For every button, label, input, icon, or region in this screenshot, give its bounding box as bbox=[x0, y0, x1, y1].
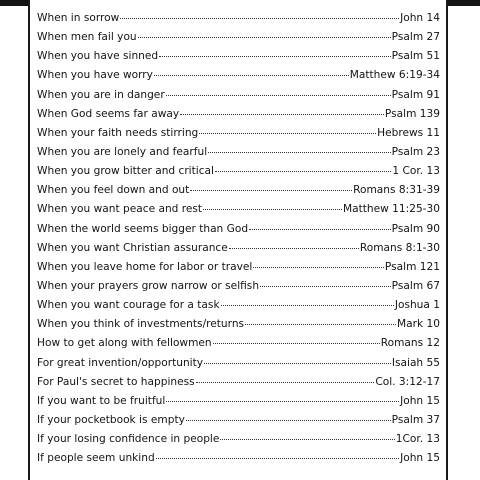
dot-leader bbox=[245, 323, 396, 325]
list-item bbox=[30, 220, 446, 239]
situation-text: For great invention/opportunity bbox=[37, 356, 204, 369]
dot-leader bbox=[138, 36, 391, 38]
scripture-reference: 1Cor. 13 bbox=[395, 433, 440, 446]
situation-text: For Paul's secret to happiness bbox=[37, 375, 195, 388]
situation-text: If your losing confidence in people bbox=[37, 433, 220, 446]
scripture-reference: 1 Cor. 13 bbox=[392, 165, 440, 178]
situation-text: If your pocketbook is empty bbox=[37, 413, 185, 426]
dot-leader bbox=[159, 55, 391, 57]
scripture-reference: John 14 bbox=[400, 12, 440, 24]
list-item bbox=[30, 86, 446, 105]
situation-text: If people seem unkind bbox=[37, 452, 155, 465]
dot-leader bbox=[154, 74, 349, 76]
list-item bbox=[30, 315, 446, 334]
scripture-reference: Psalm 37 bbox=[391, 413, 440, 426]
scripture-reference: Psalm 90 bbox=[391, 222, 440, 235]
verse-reference-card bbox=[28, 0, 448, 480]
scripture-reference: Matthew 11:25-30 bbox=[342, 203, 440, 216]
scripture-reference: Col. 3:12-17 bbox=[375, 375, 440, 388]
dot-leader bbox=[260, 285, 391, 287]
situation-text: When in sorrow bbox=[37, 12, 120, 24]
situation-text: When you want peace and rest bbox=[37, 203, 203, 216]
scripture-reference: John 15 bbox=[400, 394, 440, 407]
list-item bbox=[30, 105, 446, 124]
scripture-reference: Mark 10 bbox=[397, 318, 440, 331]
dot-leader bbox=[166, 94, 391, 96]
situation-text: When you grow bitter and critical bbox=[37, 165, 214, 178]
list-item bbox=[30, 354, 446, 373]
situation-text: When your prayers grow narrow or selfish bbox=[37, 279, 260, 292]
scripture-reference: Psalm 51 bbox=[391, 50, 440, 63]
dot-leader bbox=[180, 113, 384, 115]
list-item bbox=[30, 28, 446, 47]
verse-reference-list bbox=[30, 9, 446, 468]
dot-leader bbox=[253, 266, 384, 268]
dot-leader bbox=[249, 228, 391, 230]
situation-text: When your faith needs stirring bbox=[37, 126, 199, 139]
list-item bbox=[30, 143, 446, 162]
scripture-reference: Isaiah 55 bbox=[391, 356, 440, 369]
list-item bbox=[30, 9, 446, 28]
list-item bbox=[30, 392, 446, 411]
list-item bbox=[30, 430, 446, 449]
dot-leader bbox=[213, 342, 380, 344]
list-item bbox=[30, 411, 446, 430]
list-item bbox=[30, 239, 446, 258]
list-item bbox=[30, 181, 446, 200]
situation-text: When the world seems bigger than God bbox=[37, 222, 249, 235]
dot-leader bbox=[229, 247, 359, 249]
list-item bbox=[30, 373, 446, 392]
scripture-reference: Psalm 23 bbox=[391, 145, 440, 158]
dot-leader bbox=[166, 400, 399, 402]
scripture-reference: Psalm 91 bbox=[391, 88, 440, 101]
list-item bbox=[30, 124, 446, 143]
situation-text: When you feel down and out bbox=[37, 184, 190, 197]
dot-leader bbox=[190, 189, 352, 191]
situation-text: How to get along with fellowmen bbox=[37, 337, 212, 350]
dot-leader bbox=[120, 17, 399, 19]
scripture-reference: Psalm 67 bbox=[391, 279, 440, 292]
list-item bbox=[30, 277, 446, 296]
list-item bbox=[30, 449, 446, 468]
situation-text: When God seems far away bbox=[37, 107, 180, 120]
scripture-reference: Psalm 121 bbox=[384, 260, 440, 273]
scripture-reference: Hebrews 11 bbox=[377, 126, 440, 139]
scripture-reference: Romans 8:31-39 bbox=[353, 184, 440, 197]
list-item bbox=[30, 200, 446, 219]
scripture-reference: Joshua 1 bbox=[394, 299, 440, 312]
scripture-reference: Romans 12 bbox=[380, 337, 440, 350]
list-item bbox=[30, 296, 446, 315]
dot-leader bbox=[221, 304, 394, 306]
situation-text: When you have worry bbox=[37, 69, 153, 82]
dot-leader bbox=[199, 132, 376, 134]
list-item bbox=[30, 47, 446, 66]
list-item bbox=[30, 258, 446, 277]
dot-leader bbox=[208, 151, 391, 153]
scripture-reference: John 15 bbox=[400, 452, 440, 465]
dot-leader bbox=[186, 419, 391, 421]
situation-text: When men fail you bbox=[37, 31, 137, 44]
list-item bbox=[30, 334, 446, 353]
scripture-reference: Psalm 27 bbox=[391, 31, 440, 44]
situation-text: When you have sinned bbox=[37, 50, 159, 63]
situation-text: When you leave home for labor or travel bbox=[37, 260, 253, 273]
scripture-reference: Matthew 6:19-34 bbox=[349, 69, 440, 82]
dot-leader bbox=[215, 170, 391, 172]
dot-leader bbox=[156, 457, 399, 459]
dot-leader bbox=[203, 208, 342, 210]
list-item bbox=[30, 162, 446, 181]
dot-leader bbox=[204, 362, 391, 364]
situation-text: If you want to be fruitful bbox=[37, 394, 166, 407]
scripture-reference: Psalm 139 bbox=[384, 107, 440, 120]
scripture-reference: Romans 8:1-30 bbox=[359, 241, 440, 254]
situation-text: When you are in danger bbox=[37, 88, 165, 101]
situation-text: When you are lonely and fearful bbox=[37, 145, 208, 158]
list-item bbox=[30, 66, 446, 85]
dot-leader bbox=[220, 438, 394, 440]
situation-text: When you think of investments/returns bbox=[37, 318, 245, 331]
situation-text: When you want courage for a task bbox=[37, 299, 220, 312]
situation-text: When you want Christian assurance bbox=[37, 241, 228, 254]
dot-leader bbox=[196, 381, 375, 383]
